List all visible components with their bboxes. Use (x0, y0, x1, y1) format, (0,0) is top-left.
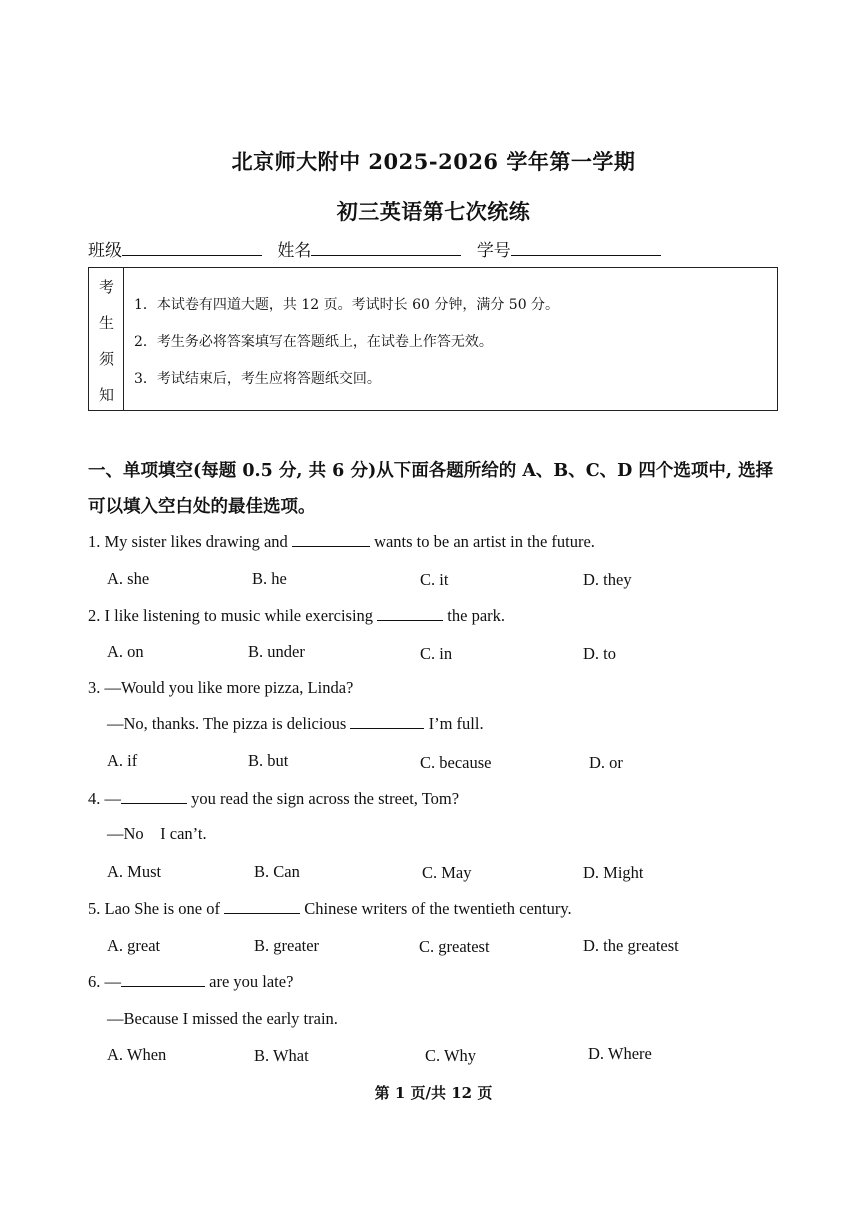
notice-rule: 2．考生务必将答案填写在答题纸上，在试卷上作答无效。 (134, 334, 493, 350)
answer-blank (121, 972, 205, 987)
option-b: B. What (254, 1046, 309, 1065)
option-c: C. May (422, 863, 472, 882)
question-4 (88, 789, 459, 809)
question-3-response (107, 714, 484, 734)
option-a: A. on (107, 642, 144, 661)
option-d: D. the greatest (583, 936, 679, 955)
notice-rule: 3．考试结束后，考生应将答题纸交回。 (134, 371, 381, 387)
option-d: D. to (583, 644, 616, 663)
notice-char: 知 (98, 386, 114, 404)
page-number: 第 1 页/共 12 页 (374, 1084, 493, 1102)
question-text: 5. Lao She is one of (88, 899, 225, 918)
class-blank (122, 239, 262, 256)
question-1 (88, 532, 595, 552)
notice-rule: 1．本试卷有四道大题，共 12 页。考试时长 60 分钟，满分 50 分。 (134, 297, 560, 313)
answer-blank (121, 789, 187, 804)
option-d: D. they (583, 570, 632, 589)
question-text: the park. (443, 606, 506, 625)
question-text: I’m full. (424, 714, 484, 733)
question-text: 4. — (88, 789, 121, 808)
student-info-line (88, 236, 671, 261)
option-d: D. or (589, 753, 623, 772)
id-blank (511, 239, 661, 256)
question-4-response: —No I can’t. (107, 824, 207, 843)
answer-blank (350, 714, 424, 729)
exam-notice-box (88, 267, 778, 411)
question-text: wants to be an artist in the future. (369, 532, 595, 551)
notice-side-label (89, 268, 124, 410)
option-b: B. Can (254, 862, 300, 881)
question-5 (88, 899, 572, 919)
notice-char: 须 (98, 350, 114, 368)
option-a: A. great (107, 936, 161, 955)
class-label: 班级 (88, 241, 122, 261)
question-6-response: —Because I missed the early train. (107, 1009, 338, 1028)
option-c: C. Why (425, 1046, 477, 1065)
exam-title: 初三英语第七次统练 (336, 199, 531, 224)
option-d: D. Might (583, 863, 644, 882)
notice-char: 考 (98, 278, 114, 296)
option-b: B. he (252, 569, 287, 588)
option-d: D. Where (588, 1044, 652, 1063)
question-6 (88, 972, 293, 992)
option-a: A. When (107, 1045, 167, 1064)
id-label: 学号 (476, 241, 511, 261)
option-c: C. in (420, 644, 453, 663)
answer-blank (292, 532, 370, 547)
answer-blank (224, 899, 300, 914)
option-c: C. because (420, 753, 492, 772)
question-text: Chinese writers of the twentieth century. (300, 899, 572, 918)
answer-blank (377, 606, 443, 621)
option-b: B. greater (254, 936, 320, 955)
notice-char: 生 (98, 314, 114, 332)
question-text: you read the sign across the street, Tom? (187, 789, 460, 808)
option-a: A. she (107, 569, 150, 588)
option-a: A. if (107, 751, 138, 770)
school-title: 北京师大附中 2025-2026 学年第一学期 (231, 149, 636, 174)
option-b: B. but (248, 751, 289, 770)
option-b: B. under (248, 642, 305, 661)
name-label: 姓名 (277, 241, 312, 261)
question-text: 6. — (88, 972, 121, 991)
section-1-heading-cont: 可以填入空白处的最佳选项。 (88, 497, 316, 517)
question-3: 3. —Would you like more pizza, Linda? (88, 678, 354, 697)
question-text: —No, thanks. The pizza is delicious (107, 714, 351, 733)
question-text: are you late? (205, 972, 294, 991)
option-a: A. Must (107, 862, 162, 881)
option-c: C. greatest (419, 937, 490, 956)
section-1-heading: 一、单项填空(每题 0.5 分, 共 6 分)从下面各题所给的 A、B、C、D 四个选项中, 选择 (88, 461, 774, 481)
question-2 (88, 606, 505, 626)
question-text: 1. My sister likes drawing and (88, 532, 292, 551)
name-blank (311, 239, 461, 256)
option-c: C. it (420, 570, 449, 589)
question-text: 2. I like listening to music while exercising (88, 606, 378, 625)
